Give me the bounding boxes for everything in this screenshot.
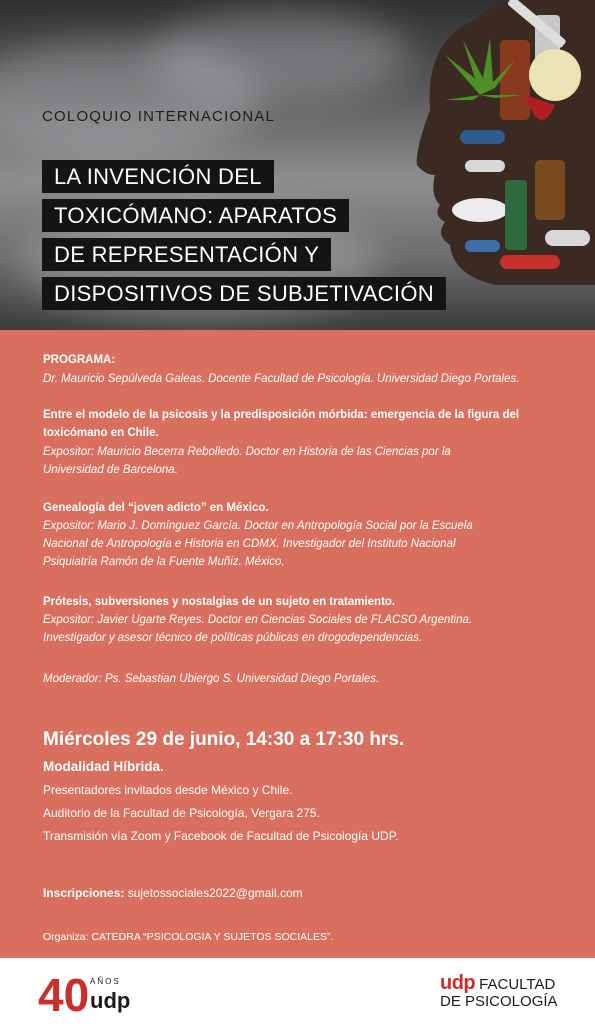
program-intro: Dr. Mauricio Sepúlveda Galeas. Docente Facultad de Psicología. Universidad Diego Portales. — [43, 373, 520, 385]
cloud-shape — [150, 10, 410, 100]
logo-years-label: AÑOS — [90, 977, 121, 986]
head-illustration — [405, 0, 595, 330]
talk-3-speaker-line-2: Investigador y asesor técnico de políticas públicas en drogodependencias. — [43, 632, 423, 644]
event-date: Miércoles 29 de junio, 14:30 a 17:30 hrs. — [43, 729, 405, 750]
registration-label: Inscripciones: — [43, 886, 125, 900]
talk-2-speaker-line-1: Expositor: Mario J. Domínguez García. Doctor en Antropología Social por la Escuela — [43, 520, 473, 532]
title-line-3: DE REPRESENTACIÓN Y — [42, 238, 331, 271]
organizer-label: Organiza: — [43, 931, 89, 943]
talk-2-title: Genealogía del “joven adicto” en México. — [43, 502, 269, 514]
event-kicker: COLOQUIO INTERNACIONAL — [42, 108, 276, 125]
talk-2-speaker-line-3: Psiquiatría Ramón de la Fuente Muñiz. México. — [43, 556, 285, 568]
organizer-line — [43, 928, 553, 946]
talk-1-title-line-2: toxicómano en Chile. — [43, 427, 159, 439]
program-heading: PROGRAMA: — [43, 354, 116, 366]
title-line-4: DISPOSITIVOS DE SUBJETIVACIÓN — [42, 277, 446, 310]
organizer-value: CATEDRA “PSICOLOGIA Y SUJETOS SOCIALES”. — [91, 931, 334, 943]
registration-email[interactable]: sujetossociales2022@gmail.com — [127, 886, 303, 900]
event-detail: Presentadores invitados desde México y Chile. — [43, 783, 293, 797]
footer — [0, 958, 595, 1024]
faculty-logo-line-2: DE PSICOLOGÍA — [440, 993, 558, 1010]
talk-2-speaker-line-2: Nacional de Antropología e Historia en CDMX. Investigador del Instituto Nacional — [43, 538, 456, 550]
faculty-logo-line-1: FACULTAD — [479, 976, 556, 993]
event-detail: Auditorio de la Facultad de Psicología, Vergara 275. — [43, 806, 320, 820]
program-section — [0, 330, 595, 958]
talk-1-speaker-line-2: Universidad de Barcelona. — [43, 464, 178, 476]
title-line-2: TOXICÓMANO: APARATOS — [42, 199, 349, 232]
event-detail: Transmisión vía Zoom y Facebook de Facultad de Psicología UDP. — [43, 829, 399, 843]
moderator-line: Moderador: Ps. Sebastian Ubiergo S. Universidad Diego Portales. — [43, 673, 380, 685]
udp-40-years-logo — [38, 966, 148, 1016]
title-line-1: LA INVENCIÓN DEL — [42, 160, 274, 193]
faculty-logo — [440, 972, 558, 1010]
faculty-logo-brand: udp — [440, 972, 476, 994]
registration-line — [43, 884, 553, 902]
logo-number: 40 — [38, 969, 90, 1016]
logo-brand: udp — [90, 988, 131, 1013]
header-banner — [0, 0, 595, 330]
talk-1-title-line-1: Entre el modelo de la psicosis y la predisposición mórbida: emergencia de la figura del — [43, 409, 520, 421]
talk-3-speaker-line-1: Expositor: Javier Ugarte Reyes. Doctor en Ciencias Sociales de FLACSO Argentina. — [43, 614, 473, 626]
talk-3-title: Prótesis, subversiones y nostalgias de un sujeto en tratamiento. — [43, 596, 396, 608]
talk-1-speaker-line-1: Expositor: Mauricio Becerra Rebolledo. Doctor en Historia de las Ciencias por la — [43, 446, 451, 458]
event-modality: Modalidad Híbrida. — [43, 759, 164, 774]
